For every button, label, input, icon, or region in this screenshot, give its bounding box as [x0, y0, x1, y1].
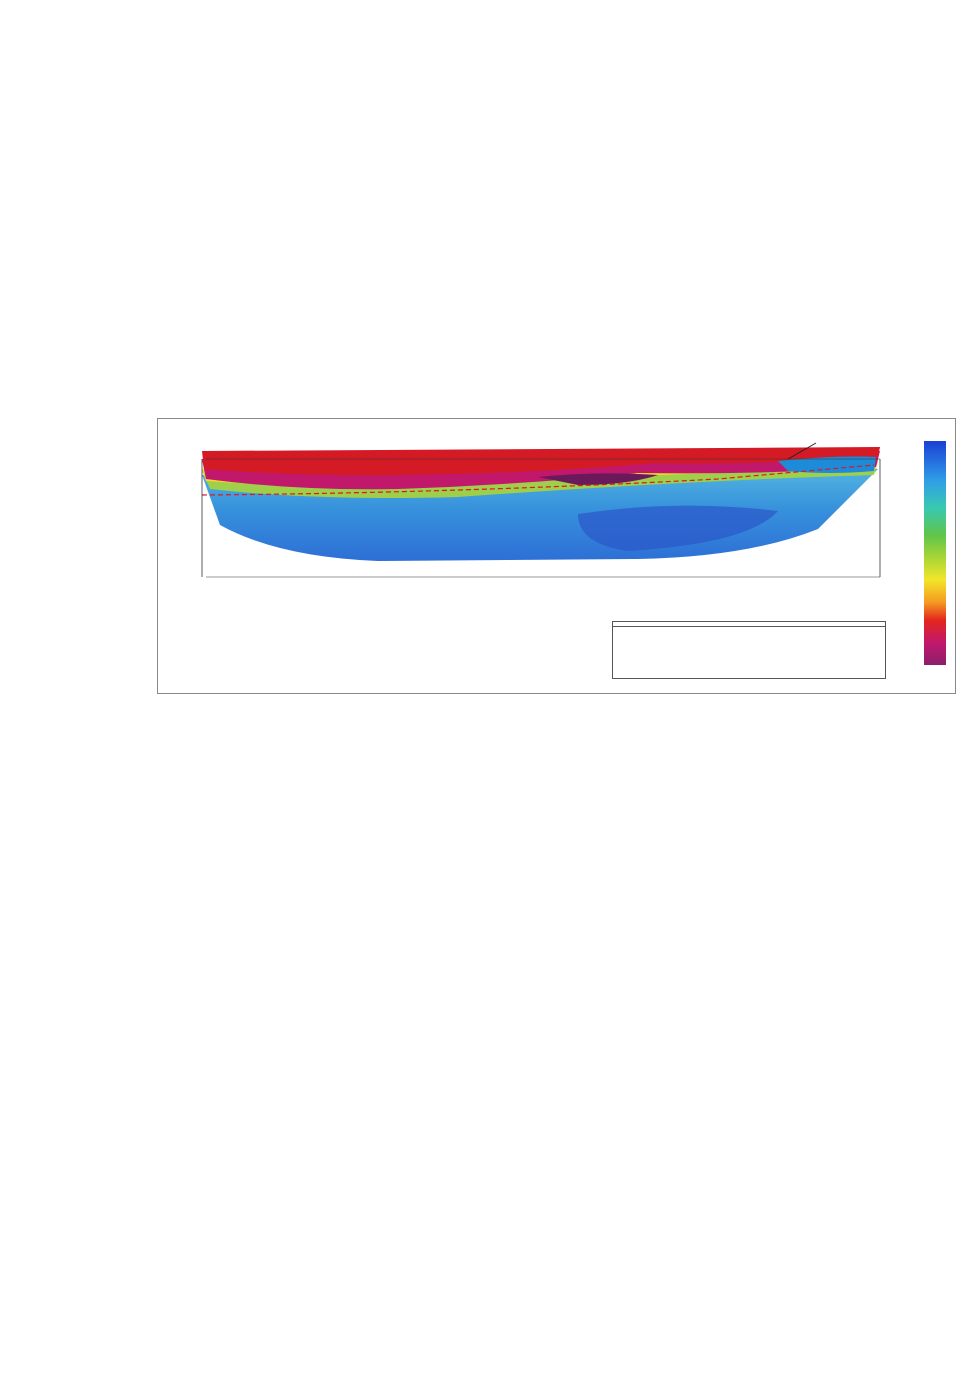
info-organization	[613, 624, 885, 627]
resistivity-section-figure	[157, 418, 956, 694]
info-box	[612, 621, 886, 679]
legend-color-bar	[924, 441, 946, 665]
